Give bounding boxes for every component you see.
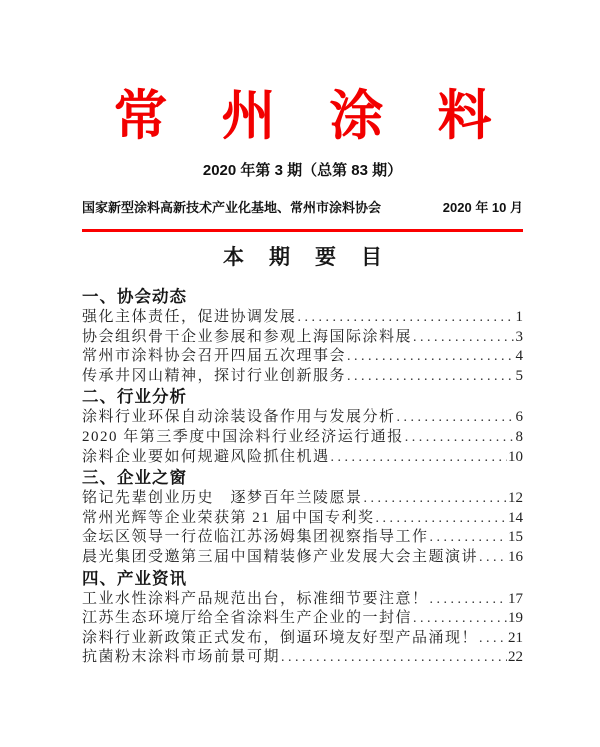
toc-entry xyxy=(82,548,523,568)
toc-section-header: 四、产业资讯 xyxy=(82,569,187,588)
toc-entry-page: 21 xyxy=(508,629,523,646)
toc-section-industry-analysis xyxy=(82,387,523,467)
toc-entry-title: 协会组织骨干企业参展和参观上海国际涂料展 xyxy=(82,328,413,345)
toc-entry-page: 15 xyxy=(508,529,523,546)
toc-entry-page: 19 xyxy=(508,610,523,627)
toc-entry xyxy=(82,489,523,509)
toc-entry-title: 传承井冈山精神，探讨行业创新服务 xyxy=(82,367,347,384)
toc-section-association-news xyxy=(82,287,523,386)
toc-entry-title: 强化主体责任，促进协调发展 xyxy=(82,308,297,325)
toc-entry xyxy=(82,590,523,610)
publisher-row xyxy=(82,197,523,216)
contents-heading-text: 本期要目 xyxy=(223,245,407,269)
toc-entry-title: 涂料行业环保自动涂装设备作用与发展分析 xyxy=(82,409,396,426)
toc-section-enterprise-window xyxy=(82,468,523,567)
toc-leader-dots xyxy=(364,489,507,509)
toc-leader-dots xyxy=(430,590,507,610)
toc-leader-dots xyxy=(376,509,507,529)
toc-leader-dots xyxy=(331,448,507,468)
toc-leader-dots xyxy=(298,308,515,328)
toc-leader-dots xyxy=(479,548,507,568)
toc-entry-page: 22 xyxy=(508,649,523,666)
toc-entry-title: 江苏生态环境厅给全省涂料生产企业的一封信 xyxy=(82,610,413,627)
toc-leader-dots xyxy=(347,367,514,387)
toc-entry-page: 12 xyxy=(508,490,523,507)
toc-entry-page: 10 xyxy=(508,448,523,465)
toc-section-header: 三、企业之窗 xyxy=(82,469,187,488)
toc-section-header: 二、行业分析 xyxy=(82,388,187,407)
toc-leader-dots xyxy=(413,609,507,629)
issue-number-line: 2020 年第 3 期（总第 83 期） xyxy=(202,162,403,180)
toc-entry-title: 铭记先辈创业历史 逐梦百年兰陵愿景 xyxy=(82,490,363,507)
toc-entry xyxy=(82,308,523,328)
toc-entry-page: 16 xyxy=(508,548,523,565)
toc-entry-page: 4 xyxy=(515,348,523,365)
toc-entry-title: 晨光集团受邀第三届中国精装修产业发展大会主题演讲 xyxy=(82,548,479,565)
toc-entry-page: 14 xyxy=(508,509,523,526)
toc-entry-page: 8 xyxy=(515,428,523,445)
table-of-contents xyxy=(82,287,523,668)
masthead-title xyxy=(82,86,546,146)
toc-entry-page: 17 xyxy=(508,590,523,607)
contents-heading xyxy=(82,241,523,271)
toc-entry xyxy=(82,448,523,468)
red-divider-rule xyxy=(82,229,523,232)
toc-entry xyxy=(82,408,523,428)
masthead-title-text: 常州涂料 xyxy=(113,86,546,146)
toc-leader-dots xyxy=(281,648,507,668)
toc-entry-title: 抗菌粉末涂料市场前景可期 xyxy=(82,649,281,666)
toc-entry-title: 常州市涂料协会召开四届五次理事会 xyxy=(82,348,347,365)
toc-leader-dots xyxy=(347,347,514,367)
issue-date: 2020 年 10 月 xyxy=(442,200,523,216)
toc-leader-dots xyxy=(413,328,514,348)
toc-leader-dots xyxy=(430,528,507,548)
toc-entry-title: 金坛区领导一行莅临江苏汤姆集团视察指导工作 xyxy=(82,529,429,546)
toc-entry-title: 涂料行业新政策正式发布，倒逼环境友好型产品涌现！ xyxy=(82,629,479,646)
toc-entry xyxy=(82,509,523,529)
toc-entry-page: 3 xyxy=(515,328,523,345)
toc-entry-page: 1 xyxy=(515,308,523,325)
toc-entry-page: 6 xyxy=(515,409,523,426)
toc-entry xyxy=(82,609,523,629)
toc-entry-page: 5 xyxy=(515,367,523,384)
toc-section-header: 一、协会动态 xyxy=(82,287,187,306)
toc-entry xyxy=(82,528,523,548)
toc-leader-dots xyxy=(397,408,515,428)
toc-entry xyxy=(82,428,523,448)
toc-entry-title: 2020 年第三季度中国涂料行业经济运行通报 xyxy=(82,428,404,445)
toc-entry xyxy=(82,347,523,367)
toc-entry xyxy=(82,648,523,668)
toc-entry-title: 工业水性涂料产品规范出台，标准细节要注意！ xyxy=(82,590,429,607)
publisher-name: 国家新型涂料高新技术产业化基地、常州市涂料协会 xyxy=(82,200,382,216)
toc-entry-title: 常州光辉等企业荣获第 21 届中国专利奖 xyxy=(82,509,375,526)
toc-entry xyxy=(82,328,523,348)
toc-section-industry-information xyxy=(82,569,523,668)
toc-entry xyxy=(82,367,523,387)
toc-leader-dots xyxy=(405,428,515,448)
toc-entry-title: 涂料企业要如何规避风险抓住机遇 xyxy=(82,448,330,465)
toc-leader-dots xyxy=(479,629,507,649)
toc-entry xyxy=(82,629,523,649)
